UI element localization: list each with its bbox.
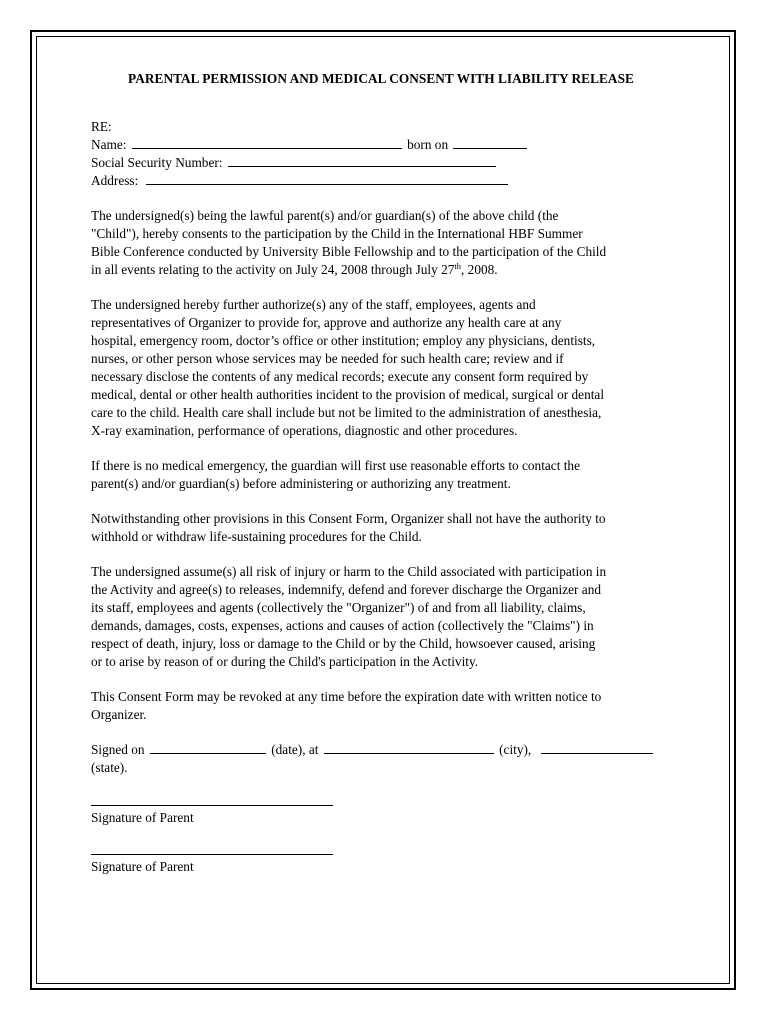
child-info-section xyxy=(91,118,677,190)
consent-paragraph: The undersigned(s) being the lawful parent(s) and/or guardian(s) of the above child (the "Child"), hereby consents to the participation by the Child in the International HBF Summer Bible Conference conducted by University Bible Fellowship and to the participation of the Child in all events relating to the activity on July 24, 2008 through July 27th, 2008. xyxy=(91,208,607,277)
ssn-line xyxy=(91,154,677,172)
birth-date-field[interactable] xyxy=(453,136,527,149)
parent-signature-2-label: Signature of Parent xyxy=(91,859,194,874)
signed-on-line xyxy=(91,741,677,759)
parent-signature-1-line[interactable] xyxy=(91,795,333,806)
document-title: PARENTAL PERMISSION AND MEDICAL CONSENT WITH LIABILITY RELEASE xyxy=(128,71,634,86)
life-sustaining-paragraph: Notwithstanding other provisions in this Consent Form, Organizer shall not have the authority to withhold or withdraw life-sustaining procedures for the Child. xyxy=(91,511,606,544)
address-field[interactable] xyxy=(146,172,508,185)
address-label: Address: xyxy=(91,173,139,188)
revocation-paragraph: This Consent Form may be revoked at any time before the expiration date with written notice to Organizer. xyxy=(91,689,602,722)
address-line xyxy=(91,172,677,190)
name-line xyxy=(91,136,677,154)
signed-on-section xyxy=(91,741,677,777)
name-label: Name: xyxy=(91,137,127,152)
city-label: (city), xyxy=(499,742,532,757)
state-line xyxy=(91,759,677,777)
signed-date-field[interactable] xyxy=(150,741,266,754)
re-label: RE: xyxy=(91,119,112,134)
parent-signature-2 xyxy=(91,844,677,876)
emergency-contact-paragraph: If there is no medical emergency, the guardian will first use reasonable efforts to contact the parent(s) and/or guardian(s) before administering or authorizing any treatment. xyxy=(91,458,580,491)
document-body xyxy=(91,70,677,876)
ssn-field[interactable] xyxy=(228,154,496,167)
name-field[interactable] xyxy=(132,136,402,149)
signed-state-field[interactable] xyxy=(541,741,653,754)
signed-city-field[interactable] xyxy=(324,741,494,754)
state-label: (state). xyxy=(91,760,128,775)
ssn-label: Social Security Number: xyxy=(91,155,223,170)
born-on-label: born on xyxy=(407,137,449,152)
medical-authorization-paragraph: The undersigned hereby further authorize(s) any of the staff, employees, agents and representatives of Organizer to provide for, approve and authorize any health care at any hospital, emergency room, doctor’s office or other institution; employ any physicians, dentists, nurses, or other person whose services may be needed for such health care; review and if necessary disclose the contents of any medical records; execute any consent form required by medical, dental or other health authorities incident to the provision of medical, surgical or dental care to the child. Health care shall include but not be limited to the administration of anesthesia, X-ray examination, performance of operations, diagnostic and other procedures. xyxy=(91,297,605,438)
re-line xyxy=(91,118,677,136)
signed-on-label: Signed on xyxy=(91,742,145,757)
date-at-label: (date), at xyxy=(271,742,319,757)
parent-signature-1 xyxy=(91,795,677,827)
parent-signature-2-line[interactable] xyxy=(91,844,333,855)
parent-signature-1-label: Signature of Parent xyxy=(91,810,194,825)
liability-release-paragraph: The undersigned assume(s) all risk of injury or harm to the Child associated with participation in the Activity and agree(s) to releases, indemnify, defend and forever discharge the Organizer and its staff, employees and agents (collectively the "Organizer") of and from all liability, claims, demands, damages, costs, expenses, actions and causes of action (collectively the "Claims") in respect of death, injury, loss or damage to the Child or by the Child, howsoever caused, arising or to arise by reason of or during the Child's participation in the Activity. xyxy=(91,564,607,669)
